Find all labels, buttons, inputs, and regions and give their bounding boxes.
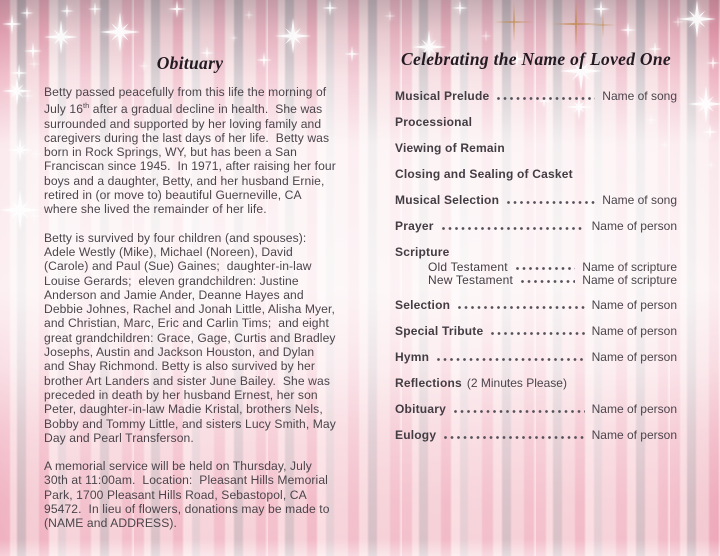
- dotted-leader: [521, 280, 575, 284]
- obituary-paragraph-1: [44, 85, 340, 217]
- obituary-paragraph-2: Betty is survived by four children (and spouses): Adele Westly (Mike), Michael (Noreen), David (Carole) and Paul (Sue) Gaines; daughter-in-law Louise Gerards; eleven grandchildren: Justine Anderson and Jamie Ander, Deanne Hayes and Debbie Johnes, Rachel and Jonah Little, Alisha Myer, and Christian, Marc, Eric and Carlin Tims; and eight great grandchildren: Grace, Gage, Curtis and Bradley Josephs, Austin and Jackson Houston, and Dylan and Shay Richmond. Betty is also survived by her brother Art Landers and sister June Bailey. She was preceded in death by her husband Ernest, her son Peter, daughter-in-law Madie Kristal, brothers Nels, Bobby and Tommy Little, and sisters Lucy Smith, May Day and Pearl Transferson.: [44, 230, 340, 445]
- sparkle-icon: [10, 64, 28, 82]
- celebration-title: Celebrating the Name of Loved One: [401, 49, 671, 69]
- sparkle-icon: [706, 56, 720, 70]
- program-item-label: Old Testament: [428, 260, 508, 274]
- sparkle-icon: [688, 86, 720, 122]
- program-item-value: Name of song: [602, 89, 677, 103]
- program-item: [395, 298, 677, 312]
- program-item-label: Musical Prelude: [395, 89, 490, 103]
- dotted-leader: [444, 436, 584, 440]
- dotted-leader: [516, 267, 576, 271]
- sparkle-icon: [20, 6, 34, 20]
- dotted-leader: [491, 332, 584, 336]
- program-item-label: Eulogy: [395, 428, 437, 442]
- order-of-service-panel: [395, 48, 677, 454]
- gold-sparkle-icon: [494, 2, 534, 42]
- program-item-label: Closing and Sealing of Casket: [395, 167, 573, 181]
- program-item-value: Name of person: [591, 428, 677, 442]
- program-subitem: [395, 273, 677, 286]
- program-item-label: Hymn: [395, 350, 430, 364]
- sparkle-icon: [168, 0, 186, 18]
- sparkle-icon: [244, 10, 254, 20]
- obituary-title: Obituary: [156, 53, 224, 73]
- sparkle-icon: [30, 148, 42, 160]
- program-item-label: Special Tribute: [395, 324, 484, 338]
- sparkle-icon: [344, 46, 360, 62]
- program-item: [395, 324, 677, 338]
- program-item-label: Musical Selection: [395, 193, 500, 207]
- sparkle-icon: [28, 210, 40, 222]
- program-item-value: Name of scripture: [582, 273, 677, 287]
- sparkle-icon: [22, 90, 34, 102]
- program-item-label: Viewing of Remain: [395, 141, 505, 155]
- sparkle-icon: [322, 0, 338, 16]
- program-list: [395, 89, 677, 442]
- dotted-leader: [507, 201, 595, 205]
- dotted-leader: [442, 227, 585, 231]
- sparkle-icon: [452, 0, 468, 16]
- obituary-panel: [44, 52, 340, 545]
- program-item: [395, 219, 677, 233]
- program-item: [395, 141, 677, 155]
- program-item: [395, 167, 677, 181]
- sparkle-icon: [706, 160, 716, 170]
- program-item-value: Name of song: [602, 193, 677, 207]
- program-item: [395, 115, 677, 129]
- program-item: [395, 350, 677, 364]
- sparkle-icon: [620, 22, 636, 38]
- program-item-value: Name of scripture: [582, 260, 677, 274]
- program-item: [395, 193, 677, 207]
- dotted-leader: [497, 97, 595, 101]
- sparkle-icon: [8, 138, 32, 162]
- program-item: [395, 376, 677, 390]
- program-item: [395, 89, 677, 103]
- program-item-value: Name of person: [591, 298, 677, 312]
- sparkle-icon: [28, 58, 40, 70]
- sparkle-icon: [702, 124, 718, 140]
- program-item-note: (2 Minutes Please): [466, 376, 567, 390]
- program-item-label: Obituary: [395, 402, 446, 416]
- sparkle-icon: [480, 30, 492, 42]
- sparkle-icon: [275, 18, 311, 54]
- program-subitem: [395, 260, 677, 273]
- sparkle-icon: [2, 14, 22, 34]
- program-item-value: Name of person: [591, 402, 677, 416]
- program-item: [395, 402, 677, 416]
- program-item-value: Name of person: [591, 350, 677, 364]
- program-item-label: Prayer: [395, 219, 434, 233]
- program-item-label: New Testament: [428, 273, 514, 287]
- sparkle-icon: [384, 10, 396, 22]
- program-item: [395, 428, 677, 442]
- obituary-paragraph-3: A memorial service will be held on Thursday, July 30th at 11:00am. Location: Pleasant Hills Memorial Park, 1700 Pleasant Hills Road, Sebastopol, CA 95472. In lieu of flowers, donations may be made to (NAME and ADDRESS).: [44, 459, 334, 531]
- sparkle-icon: [60, 4, 74, 18]
- program-item-value: Name of person: [591, 324, 677, 338]
- program-item-label: Processional: [395, 115, 473, 129]
- sparkle-icon: [44, 20, 78, 54]
- dotted-leader: [437, 358, 584, 362]
- ordinal-suffix: th: [83, 101, 90, 111]
- program-item-label: Selection: [395, 298, 451, 312]
- program-item-value: Name of person: [591, 219, 677, 233]
- sparkle-icon: [100, 12, 140, 52]
- obituary-p1-text-cont: after a gradual decline in health. She was surrounded and supported by her loving family and caregivers during the last days of her life. Betty was born in Rock Springs, WY, but has been a San Franciscan since 1945. In 1971, after raising her four boys and a daughter, Betty, and her husband Ernie, retired in (or move to) beautiful Guerneville, CA where she lived the remainder of her life.: [44, 102, 340, 217]
- sparkle-icon: [230, 34, 238, 42]
- gold-sparkle-icon: [590, 12, 616, 38]
- sparkle-icon: [672, 16, 684, 28]
- program-item-label: Reflections: [395, 376, 462, 390]
- program-item: [395, 245, 677, 259]
- sparkle-icon: [88, 2, 102, 16]
- dotted-leader: [458, 306, 584, 310]
- dotted-leader: [454, 410, 585, 414]
- obituary-p1-text: Betty passed peacefully from this life the morning of July 16: [44, 85, 330, 117]
- program-item-label: Scripture: [395, 245, 450, 259]
